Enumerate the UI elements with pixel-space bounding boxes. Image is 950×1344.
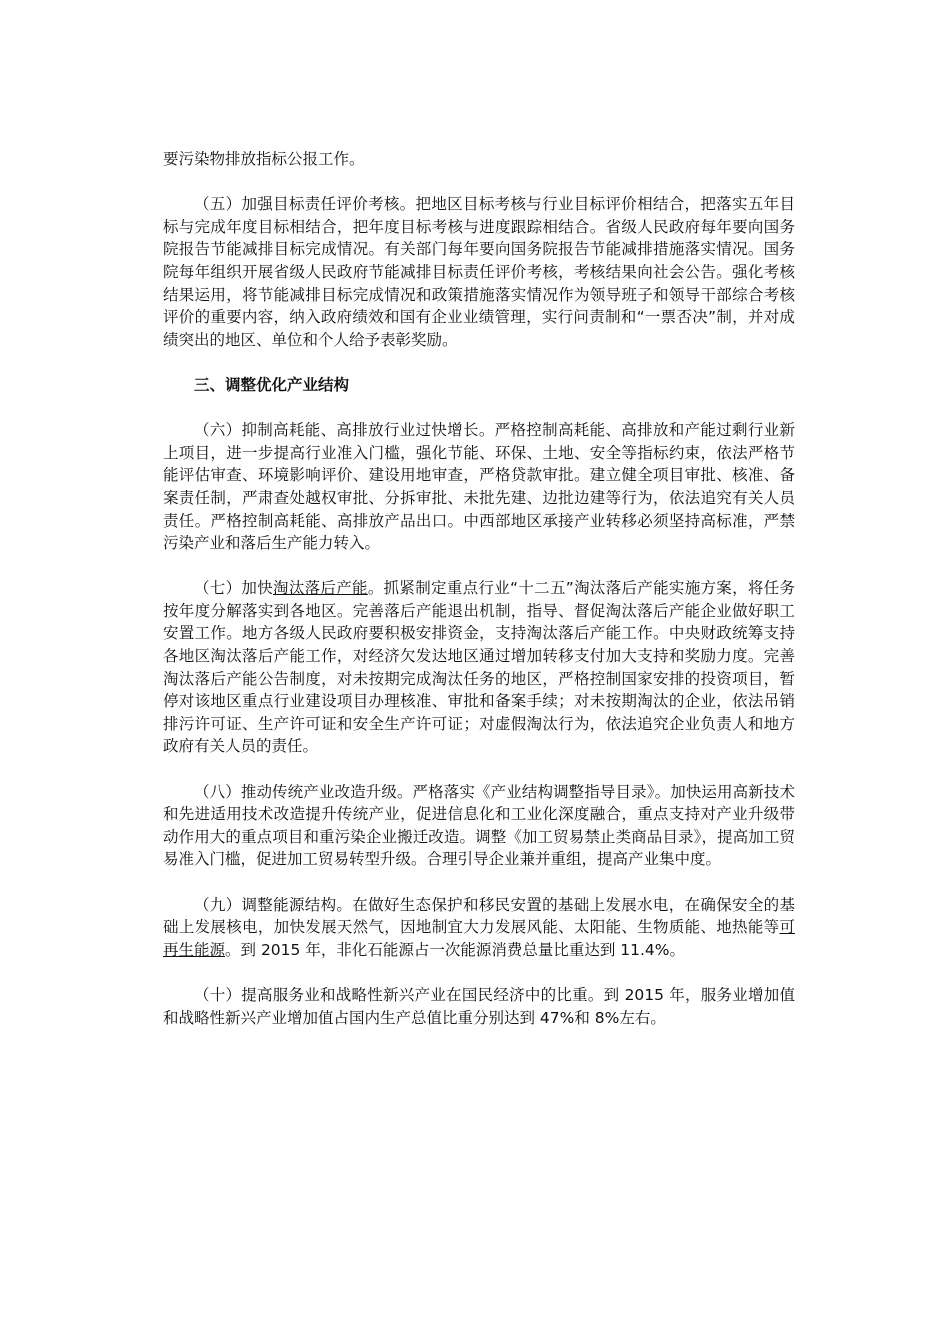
section-heading-3: 三、调整优化产业结构 [194,375,350,394]
link-renewable-energy[interactable]: 可再生能源 [163,918,795,959]
paragraph-item-9-start: （九）调整能源结构。在做好生态保护和移民安置的基础上发展水电，在确保安全的基础上发展核电，加快发展天然气，因地制宜大力发展风能、太阳能、生物质能、地热能等 [163,895,795,937]
document-page [163,148,795,1052]
paragraph-item-9 [163,894,795,962]
paragraph-continuation: 要污染物排放指标公报工作。 [163,150,365,168]
paragraph-item-6: （六）抑制高耗能、高排放行业过快增长。严格控制高耗能、高排放和产能过剩行业新上项目，进一步提高行业准入门槛，强化节能、环保、土地、安全等指标约束，依法严格节能评估审查、环境影响评价、建设用地审查，严格贷款审批。建立健全项目审批、核准、备案责任制，严肃查处越权审批、分拆审批、未批先建、边批边建等行为，依法追究有关人员责任。严格控制高耗能、高排放产品出口。中西部地区承接产业转移必须坚持高标准，严禁污染产业和落后生产能力转入。 [163,421,795,553]
paragraph-item-7-rest: 。抓紧制定重点行业“十二五”淘汰落后产能实施方案，将任务按年度分解落实到各地区。完善落后产能退出机制，指导、督促淘汰落后产能企业做好职工安置工作。地方各级人民政府要积极安排资金，支持淘汰落后产能工作。中央财政统筹支持各地区淘汰落后产能工作，对经济欠发达地区通过增加转移支付加大支持和奖励力度。完善淘汰落后产能公告制度，对未按期完成淘汰任务的地区，严格控制国家安排的投资项目，暂停对该地区重点行业建设项目办理核准、审批和备案手续；对未按期淘汰的企业，依法吊销排污许可证、生产许可证和安全生产许可证；对虚假淘汰行为，依法追究企业负责人和地方政府有关人员的责任。 [163,579,795,756]
paragraph-item-7-start: （七）加快 [194,579,274,598]
paragraph-item-7 [163,577,795,758]
paragraph-item-8: （八）推动传统产业改造升级。严格落实《产业结构调整指导目录》。加快运用高新技术和先进适用技术改造提升传统产业，促进信息化和工业化深度融合，重点支持对产业升级带动作用大的重点项目和重污染企业搬迁改造。调整《加工贸易禁止类商品目录》，提高加工贸易准入门槛，促进加工贸易转型升级。合理引导企业兼并重组，提高产业集中度。 [163,782,795,869]
paragraph-item-5: （五）加强目标责任评价考核。把地区目标考核与行业目标评价相结合，把落实五年目标与完成年度目标相结合，把年度目标考核与进度跟踪相结合。省级人民政府每年要向国务院报告节能减排目标完成情况。有关部门每年要向国务院报告节能减排措施落实情况。国务院每年组织开展省级人民政府节能减排目标责任评价考核，考核结果向社会公告。强化考核结果运用，将节能减排目标完成情况和政策措施落实情况作为领导班子和领导干部综合考核评价的重要内容，纳入政府绩效和国有企业业绩管理，实行问责制和“一票否决”制，并对成绩突出的地区、单位和个人给予表彰奖励。 [163,195,795,349]
link-eliminate-backward-capacity[interactable]: 淘汰落后产能 [273,579,368,598]
paragraph-item-9-rest: 。到 2015 年，非化石能源占一次能源消费总量比重达到 11.4%。 [225,940,685,959]
paragraph-item-10: （十）提高服务业和战略性新兴产业在国民经济中的比重。到 2015 年，服务业增加值和战略性新兴产业增加值占国内生产总值比重分别达到 47%和 8%左右。 [163,985,795,1027]
